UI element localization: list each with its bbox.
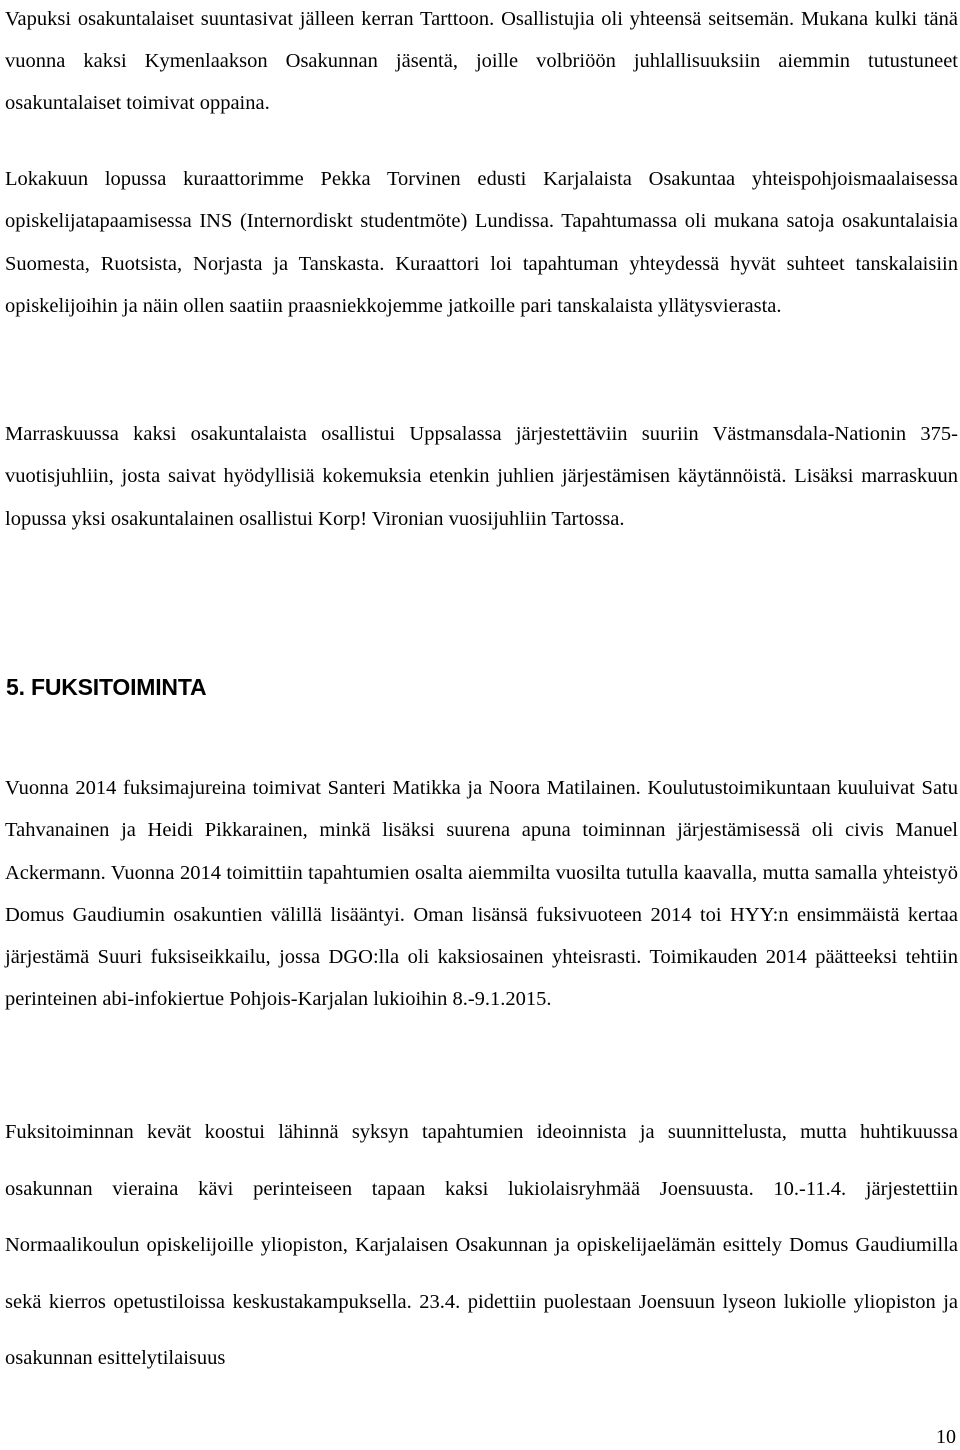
paragraph-spring-activities: Fuksitoiminnan kevät koostui lähinnä syksyn tapahtumien ideoinnista ja suunnittelusta, mutta huhtikuussa osakunnan vieraina kävi perinteiseen tapaan kaksi lukiolaisryhmää Joensuusta. 10.-11.4. järjestettiin Normaalikoulun opiskelijoille yliopiston, Karjalaisen Osakunnan ja opiskelijaelämän esittely Domus Gaudiumilla sekä kierros opetustiloissa keskustakampuksella. 23.4. pidettiin puolestaan Joensuun lyseon lukiolle yliopiston ja osakunnan esittelytilaisuus <box>5 1121 958 1369</box>
paragraph-ins-lund: Lokakuun lopussa kuraattorimme Pekka Torvinen edusti Karjalaista Osakuntaa yhteispohjoismaalaisessa opiskelijatapaamisessa INS (Internordiskt studentmöte) Lundissa. Tapahtumassa oli mukana satoja osakuntalaisia Suomesta, Ruotsista, Norjasta ja Tanskasta. Kuraattori loi tapahtuman yhteydessä hyvät suhteet tanskalaisiin opiskelijoihin ja näin ollen saatiin praasniekkojemme jatkoille pari tanskalaista yllätysvierasta. <box>5 168 958 317</box>
section-heading-fuksitoiminta: 5. FUKSITOIMINTA <box>6 674 207 700</box>
page-number: 10 <box>936 1426 956 1448</box>
document-page <box>5 0 958 1450</box>
paragraph-uppsala-jubilee: Marraskuussa kaksi osakuntalaista osallistui Uppsalassa järjestettäviin suuriin Västmansdala-Nationin 375-vuotisjuhliin, josta saivat hyödyllisiä kokemuksia etenkin juhlien järjestämisen käytännöistä. Lisäksi marraskuun lopussa yksi osakuntalainen osallistui Korp! Vironian vuosijuhliin Tartossa. <box>5 423 958 530</box>
paragraph-vappu-trip: Vapuksi osakuntalaiset suuntasivat jälleen kerran Tarttoon. Osallistujia oli yhteensä seitsemän. Mukana kulki tänä vuonna kaksi Kymenlaakson Osakunnan jäsentä, joille volbriöön juhlallisuuksiin aiemmin tutustuneet osakuntalaiset toimivat oppaina. <box>5 8 958 114</box>
paragraph-fuksimajurit: Vuonna 2014 fuksimajureina toimivat Santeri Matikka ja Noora Matilainen. Koulutustoimikuntaan kuuluivat Satu Tahvanainen ja Heidi Pikkarainen, minkä lisäksi suurena apuna toiminnan järjestämisessä oli civis Manuel Ackermann. Vuonna 2014 toimittiin tapahtumien osalta aiemmilta vuosilta tutulla kaavalla, mutta samalla yhteistyö Domus Gaudiumin osakuntien välillä lisääntyi. Oman lisänsä fuksivuoteen 2014 toi HYY:n ensimmäistä kertaa järjestämä Suuri fuksiseikkailu, jossa DGO:lla oli kaksiosainen yhteisrasti. Toimikauden 2014 päätteeksi tehtiin perinteinen abi-infokiertue Pohjois-Karjalan lukioihin 8.-9.1.2015. <box>5 777 958 1011</box>
